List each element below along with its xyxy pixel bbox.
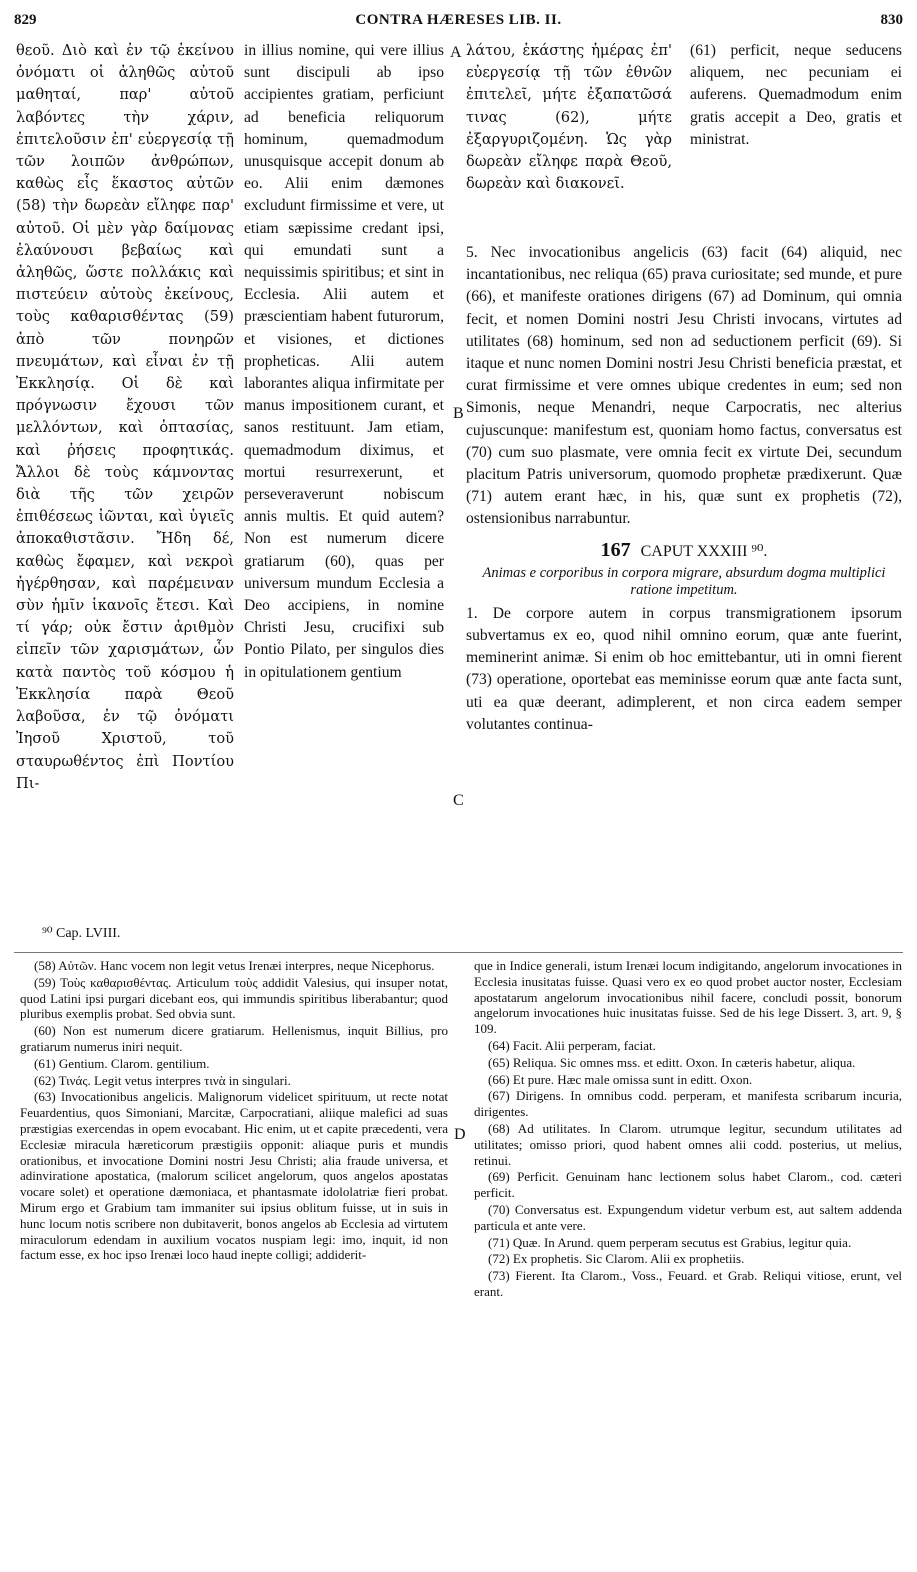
note-67: (67) Dirigens. In omnibus codd. perperam, et manifesta scribarum incuria, dirigentes. [474,1088,902,1120]
greek-column [16,40,234,795]
note-66: (66) Et pure. Hæc male omissa sunt in editt. Oxon. [488,1071,753,1087]
note-63: (63) Invocationibus angelicis. Malignorum videlicet spirituum, ut recte notat Feuardentius, quos Simoniani, Marcitæ, Carpocratiani, aliique malefici ad suas præstigias exercendas in opem evocabant. Hic enim, ut et capite præcedenti, vera Ecclesiæ miracula hæreticorum præstigiis opponit: aliaque puris et mundis orationibus, et invocatione Domini nostri Jesu Christi; alia fraude universa, et adinvirationе apostatica, (malorum scilicet angelorum, quos angelos apostatas vocare solet) et operatione dæmoniaca, et phantasmate idololatriæ fieri probat. Mirum ergo et Grabium tam immaniter sui ipsius oblitum fuisse, ut in suis in hunc locum notis scribere non dubitaverit, bonos angelos ab Ecclesia ad virtutem miraculorum edendam in auxilium vocatos nuspiam legi: imo, inquit, id non factum esse, ex hoc ipso Irenæi loco haud inepte colligi; addiderit- [20,1089,448,1263]
latin-text: in illius nomine, qui vere illius sunt discipuli ab ipso accipientes gratiam, perficiunt ad beneficia reliquorum hominum, quemadmodum unusquisque accepit donum ab eo. Alii enim dæmones excludunt firmissime et vere, ut etiam sæpissime credant ipsi, qui emundati sunt a nequissimis spiritibus; et sint in Ecclesia. Alii autem et præscientiam habent futurorum, et visiones, et dictiones propheticas. Alii autem laborantes aliqua infirmitate per manus impositionem curant, et sanos restituunt. Jam etiam, quemadmodum diximus, et mortui resurrexerunt, et perseveraverunt nobiscum annis multis. Et quid autem? Non est numerum dicere gratiarum (60), quas per universum mundum Ecclesia a Deo accipiens, in nomine Christi Jesu, crucifixi sub Pontio Pilato, per singulos dies in opitulationem gentium [244,42,444,681]
section-1-text: 1. De corpore autem in corpus transmigrationem ipsorum subvertamus ex eo, quod nihil omnino eorum, quæ ante fuerint, meminerint animæ. Si enim ob hoc emittebantur, uti in omni fierent (73) operatione, oportebat eas meminisse eorum quæ ante facta sunt, uti ea quæ deerant, adimplerent, et non circa eadem semper volutantes continua- [466,604,902,733]
note-64: (64) Facit. Alii perperam, faciat. [488,1037,656,1053]
right-latin-text: (61) perficit, neque seducens aliquem, nec pecuniam ei auferens. Quemadmodum enim gratis accepit a Deo, gratis et ministrat. [690,42,902,148]
notes-divider [14,952,903,953]
note-60: (60) Non est numerum dicere gratiarum. Hellenismus, inquit Billius, pro gratiarum numerus iniri nequit. [20,1023,448,1054]
right-greek-column [466,40,672,195]
margin-marker-d: D [454,1126,466,1143]
right-latin-column [690,40,902,151]
left-page-number: 829 [14,12,37,28]
latin-column [244,40,444,684]
margin-marker-a: A [450,44,462,61]
notes-left-column [20,958,448,1264]
note-68: (68) Ad utilitates. In Clarom. utrumque legitur, secundum utilitates ad utilitates; omisso priori, quod habent omnes alii codd. posterius, ut melius, retinui. [474,1120,902,1168]
greek-text: θεοῦ. Διὸ καὶ ἐν τῷ ἐκείνου ὀνόματι οἱ ἀληθῶς αὐτοῦ μαθηταί, παρ' αὐτοῦ λαβόντες τὴν χάριν, ἐπιτελοῦσιν ἐπ' εὐεργεσίᾳ τῇ τῶν λοιπῶν ἀνθρώπων, καθὼς εἷς ἕκαστος αὐτῶν (58) τὴν δωρεὰν εἴληφε παρ' αὐτοῦ. Οἱ μὲν γὰρ δαίμονας ἐλαύνουσι βεβαίως καὶ ἀληθῶς, ὥστε πολλάκις καὶ πιστεύειν αὐτοὺς ἐκείνους, τοὺς καθαρισθέντας (59) ἀπὸ τῶν πονηρῶν πνευμάτων, καὶ εἶναι ἐν τῇ Ἐκκλησίᾳ. Οἱ δὲ καὶ πρόγνωσιν ἔχουσι τῶν μελλόντων, καὶ ὀπτασίας, καὶ ῥήσεις προφητικάς. Ἄλλοι δὲ τοὺς κάμνοντας διὰ τῆς τῶν χειρῶν ἐπιθέσεως ἰῶνται, καὶ ὑγιεῖς ἀποκαθιστᾶσιν. Ἤδη δέ, καθὼς ἔφαμεν, καὶ νεκροὶ ἠγέρθησαν, καὶ παρέμειναν σὺν ἡμῖν ἱκανοῖς ἔτεσι. Καὶ τί γάρ; οὐκ ἔστιν ἀριθμὸν εἰπεῖν τῶν χαρισμάτων, ὧν κατὰ παντὸς τοῦ κόσμου ἡ Ἐκκλησία παρὰ Θεοῦ λαβοῦσα, ἐν τῷ ὀνόματι Ἰησοῦ Χριστοῦ, τοῦ σταυρωθέντος ἐπὶ Ποντίου Πι- [16,42,234,792]
running-title: CONTRA HÆRESES LIB. II. [355,12,562,28]
note-63-continued: que in Indice generali, istum Irenæi locum indigitando, angelorum invocationes in Ecclesia inusitatas fuisse. Quasi vero ex eo quod probet auctor noster, Ecclesiam apostatarum angelorum invocationibus nihil facere, concludi possit, bonorum angelorum invocationes huic inusitatas fuisse. Sed de his lege Dissert. 3, art. 9, § 109. [474,958,902,1037]
note-59: (59) Τοὺς καθαρισθέντας. Articulum τοὺς addidit Valesius, qui insuper notat, quod Latini ipsi purgari dicebant eos, qui immundis spiritibus liberabantur; quod pluribus exemplis probat. Sed obvia sunt. [20,974,448,1022]
note-69: (69) Perficit. Genuinam hanc lectionem solus habet Clarom., cod. cæteri perficit. [474,1169,902,1201]
margin-marker-b: B [453,405,464,422]
note-72: (72) Ex prophetis. Sic Clarom. Alii ex prophetiis. [488,1251,745,1267]
chapter-footnote: ⁹⁰ Cap. LVIII. [42,926,121,941]
note-61: (61) Gentium. Clarom. gentilium. [34,1055,210,1071]
note-58: (58) Αὐτῶν. Hanc vocem non legit vetus Irenæi interpres, neque Nicephorus. [34,958,435,973]
right-greek-text: λάτου, ἑκάστης ἡμέρας ἐπ' εὐεργεσίᾳ τῇ τῶν ἐθνῶν ἐπιτελεῖ, μήτε ἐξαπατῶσά τινας (62), μήτε ἐξαργυριζομένη. Ὡς γὰρ δωρεὰν εἴληφε παρὰ Θεοῦ, δωρεὰν καὶ διακονεῖ. [466,42,672,193]
right-main-block [466,242,902,736]
note-71: (71) Quæ. In Arund. quem perperam secutus est Grabius, legitur quia. [488,1234,852,1250]
note-73: (73) Fierent. Ita Clarom., Voss., Feuard. et Grab. Reliqui vitiose, erunt, vel erant. [474,1268,902,1299]
note-70: (70) Conversatus est. Expungendum videtur verbum est, aut saltem addenda particula et ante vere. [474,1201,902,1233]
chapter-title: CAPUT XXXIII ⁹⁰. [640,542,768,560]
notes-right-column [474,958,902,1301]
note-62: (62) Τινάς. Legit vetus interpres τινὰ in singulari. [34,1072,291,1088]
chapter-number: 167 [600,538,631,561]
chapter-subtitle: Animas e corporibus in corpora migrare, absurdum dogma multiplici ratione impetitum. [482,564,886,598]
chapter-heading [466,539,902,563]
right-page-number: 830 [880,12,903,28]
section-5-text: 5. Nec invocationibus angelicis (63) facit (64) aliquid, nec incantationibus, nec reliqua (65) prava curiositate; sed munde, et pure (66), et manifeste orationes dirigens (67) ad Dominum, qui omnia fecit, et nomen Domini nostri Jesu Christi invocans, virtutes ad utilitates (68) hominum, sed non ad seductionem perficit (69). Si itaque et nunc nomen Domini nostri Jesu Christi beneficia præstat, et curat firmissime et vere omnes ubique credentes in eum; sed non Simonis, neque Menandri, neque Carpocratis, nec alterius cujuscunque: manifestum est, quoniam homo factus, conversatus est (70) cum suo plasmate, vere omnia fecit ex virtute Dei, secundum placitum Patris universorum, quomodo prophetæ prædixerunt. Quæ (71) autem erant hæc, in his, quæ sunt ex prophetis (72), ostensionibus narrabuntur. [466,244,902,528]
running-header [14,12,903,34]
margin-marker-c: C [453,792,464,809]
note-65: (65) Reliqua. Sic omnes mss. et editt. Oxon. In cæteris habetur, aliqua. [488,1054,856,1070]
